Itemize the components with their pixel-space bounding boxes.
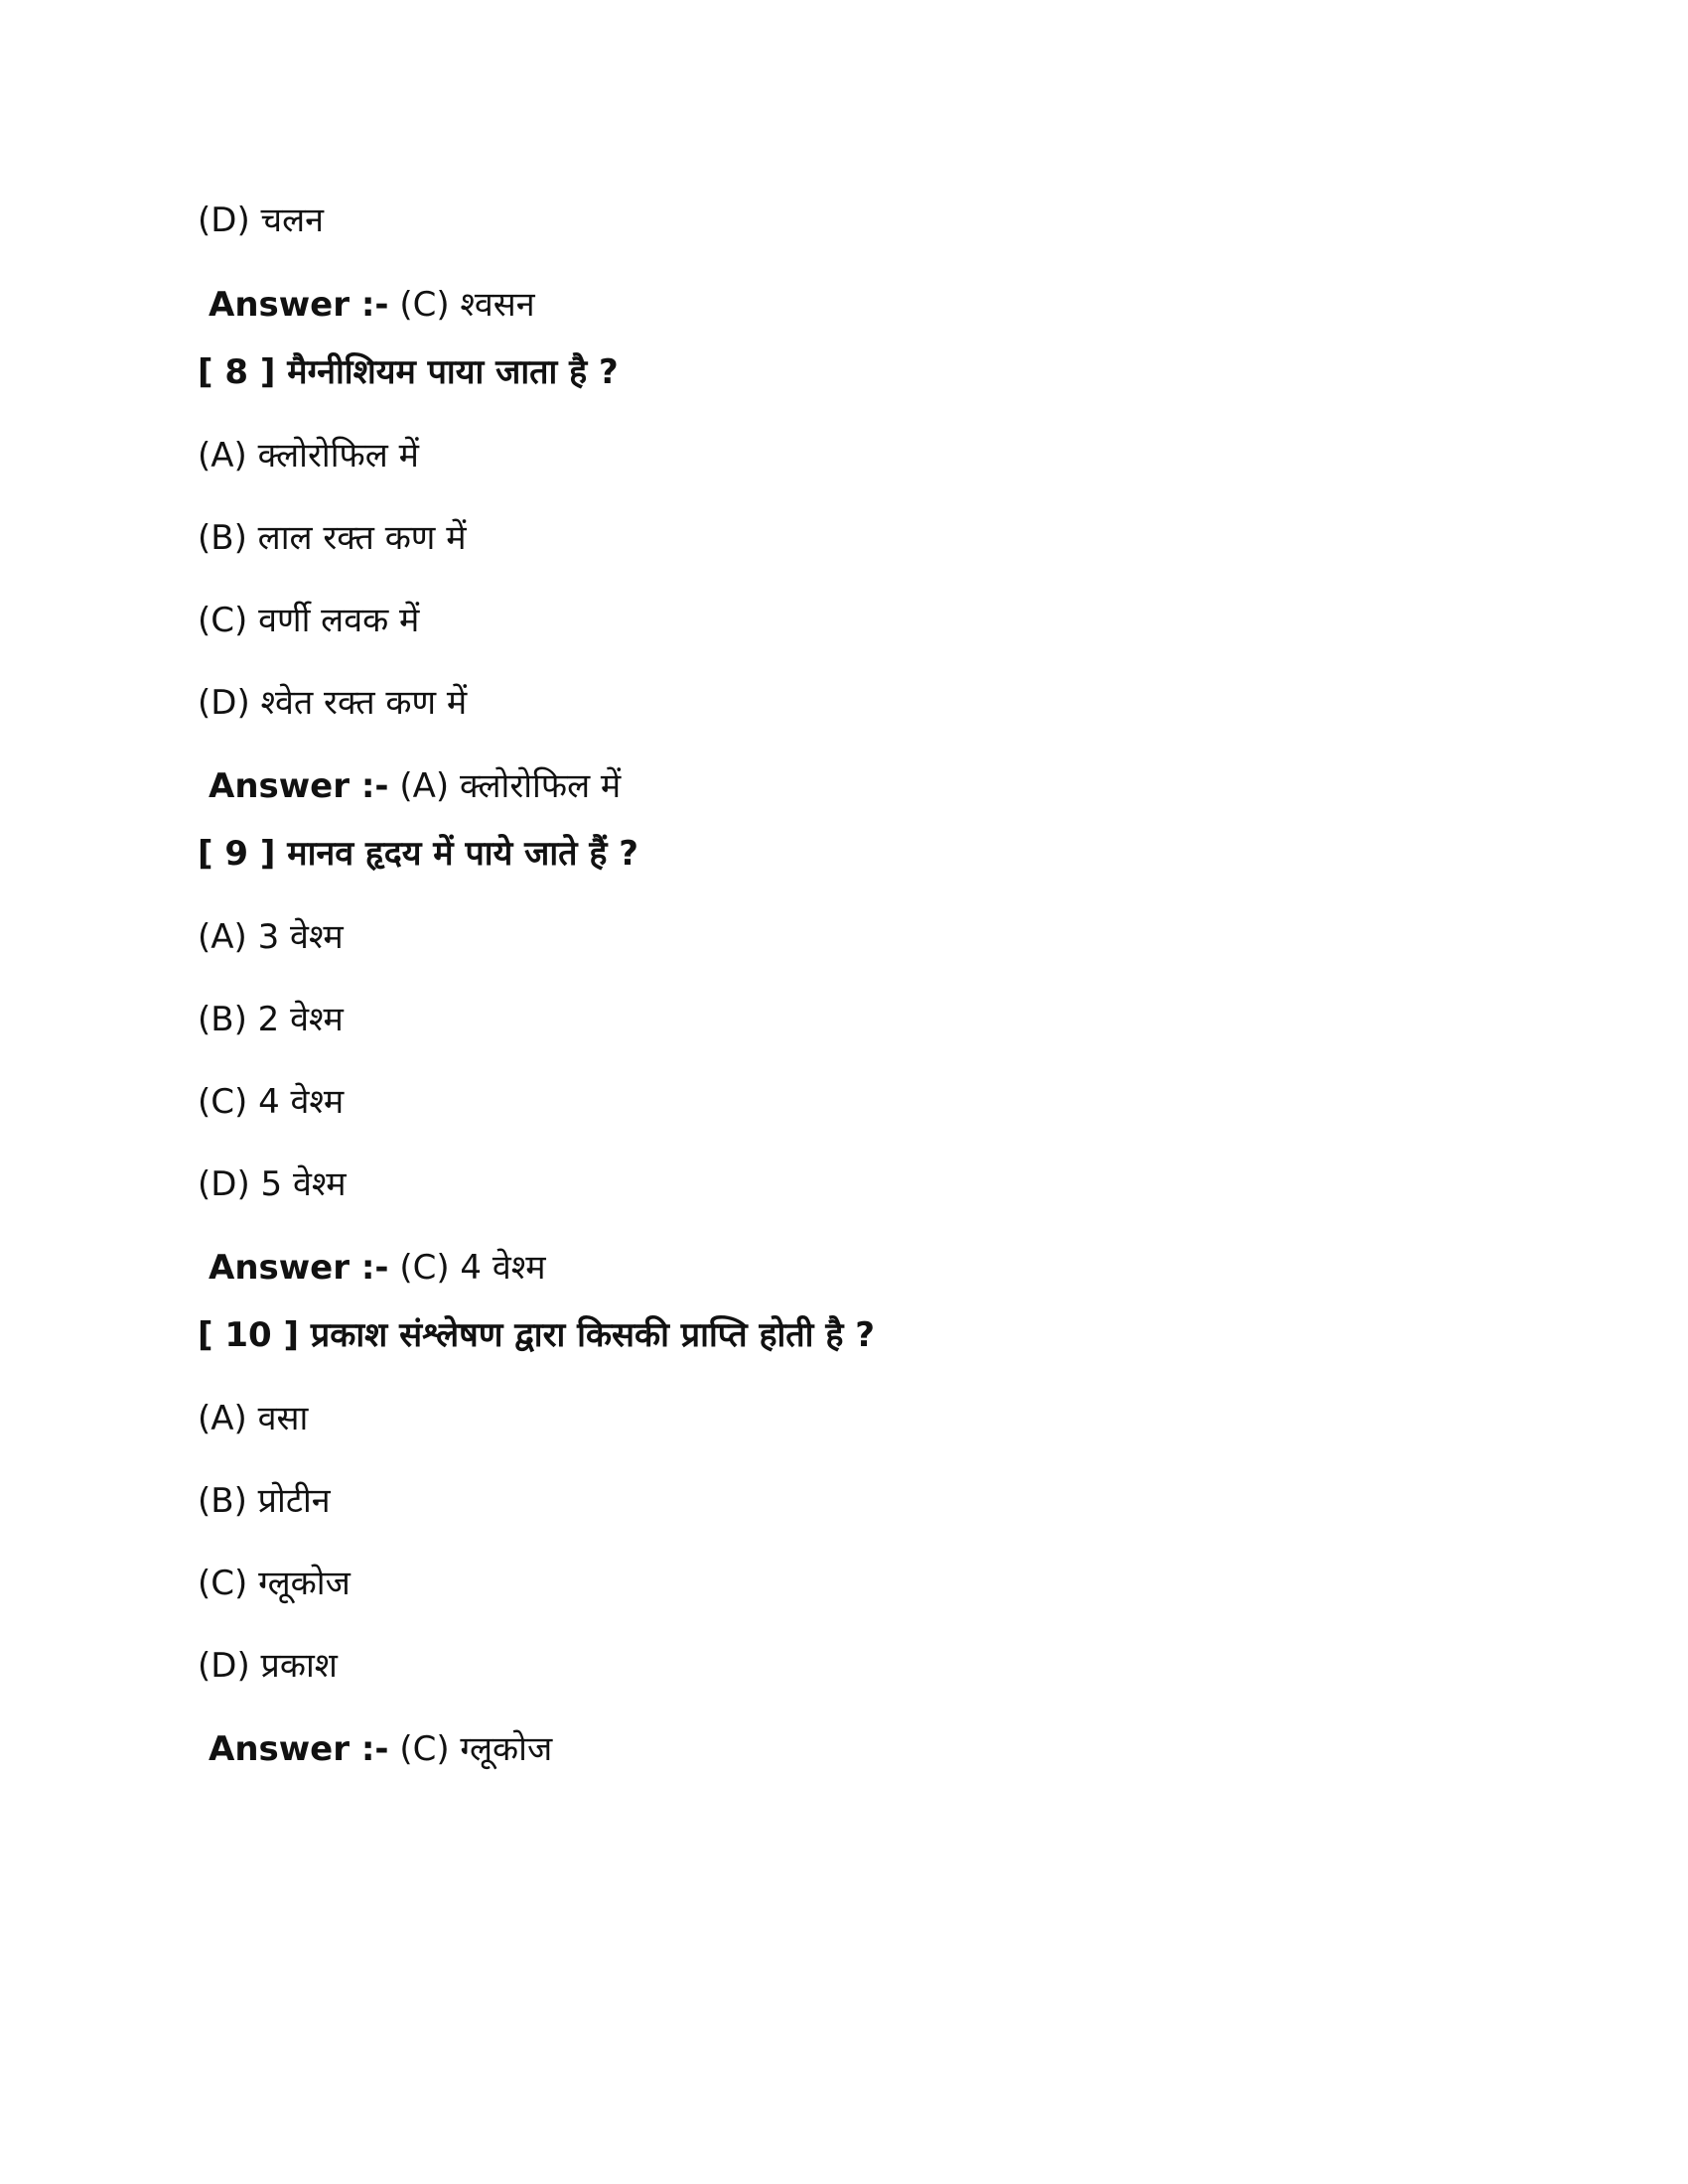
option-b-q9: (B) 2 वेश्म (198, 1000, 344, 1039)
answer-label: Answer :- (209, 1729, 389, 1769)
option-a-q8: (A) क्लोरोफिल में (198, 436, 419, 476)
option-a-q10: (A) वसा (198, 1399, 309, 1438)
question-8: [ 8 ] मैग्नीशियम पाया जाता है ? (198, 352, 619, 392)
option-b-q10: (B) प्रोटीन (198, 1481, 331, 1521)
option-d-q9: (D) 5 वेश्म (198, 1164, 347, 1204)
option-d-q10: (D) प्रकाश (198, 1646, 338, 1686)
answer-q7 (209, 285, 535, 325)
answer-text: (A) क्लोरोफिल में (399, 766, 622, 806)
option-d-q7: (D) चलन (198, 201, 325, 240)
option-a-q9: (A) 3 वेश्म (198, 917, 344, 957)
option-d-q8: (D) श्वेत रक्त कण में (198, 683, 468, 723)
answer-text: (C) ग्लूकोज (399, 1729, 553, 1769)
answer-text: (C) 4 वेश्म (399, 1248, 546, 1288)
answer-label: Answer :- (209, 1248, 389, 1288)
answer-label: Answer :- (209, 285, 389, 325)
answer-q9 (209, 1248, 546, 1288)
answer-text: (C) श्वसन (399, 285, 535, 325)
option-c-q8: (C) वर्णी लवक में (198, 601, 420, 640)
question-10: [ 10 ] प्रकाश संश्लेषण द्वारा किसकी प्राप्ति होती है ? (198, 1315, 875, 1355)
question-9: [ 9 ] मानव हृदय में पाये जाते हैं ? (198, 834, 639, 874)
answer-label: Answer :- (209, 766, 389, 806)
answer-q10 (209, 1729, 553, 1769)
answer-q8 (209, 766, 622, 806)
option-b-q8: (B) लाल रक्त कण में (198, 518, 467, 558)
option-c-q10: (C) ग्लूकोज (198, 1564, 351, 1603)
option-c-q9: (C) 4 वेश्म (198, 1082, 345, 1122)
